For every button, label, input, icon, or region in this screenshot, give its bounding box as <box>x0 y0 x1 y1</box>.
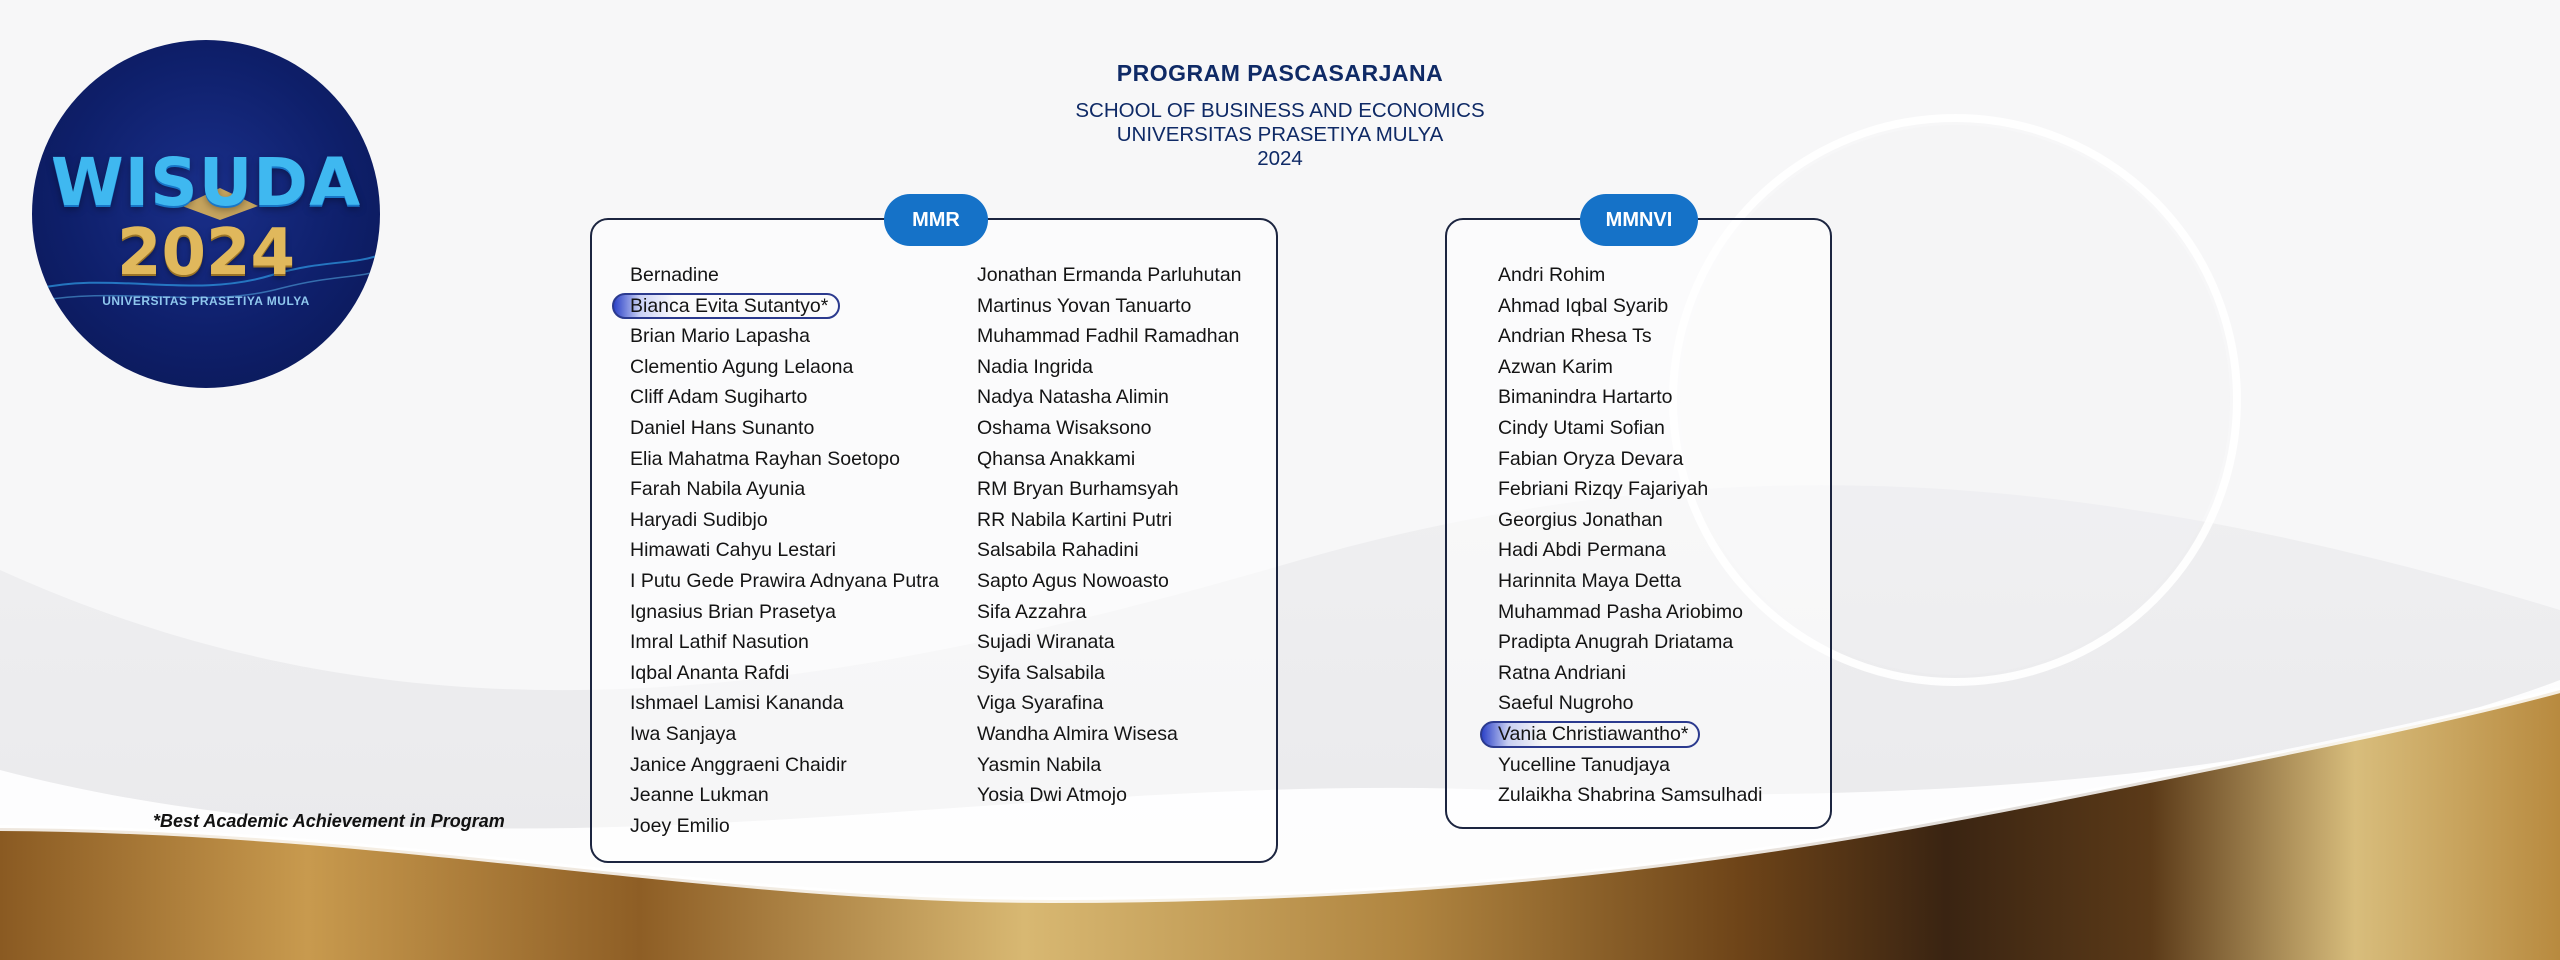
mmnvi-column-1 <box>1498 260 1763 811</box>
mmr-column-2 <box>977 260 1242 811</box>
logo-wordmark: WISUDA <box>50 144 362 221</box>
list-item: Jonathan Ermanda Parluhutan <box>977 264 1242 286</box>
list-item: Salsabila Rahadini <box>977 539 1139 562</box>
list-item: Bimanindra Hartarto <box>1498 386 1673 409</box>
list-item: Janice Anggraeni Chaidir <box>630 753 847 776</box>
list-item: Muhammad Fadhil Ramadhan <box>977 325 1240 348</box>
mmr-column-1 <box>630 260 939 841</box>
logo-year: 2024 <box>116 216 296 290</box>
list-item: Daniel Hans Sunanto <box>630 416 815 439</box>
mmr-badge: MMR <box>884 194 988 246</box>
list-item: Andri Rohim <box>1498 264 1606 286</box>
list-item <box>1498 719 1763 750</box>
list-item: Haryadi Sudibjo <box>630 508 768 531</box>
list-item: Himawati Cahyu Lestari <box>630 539 836 562</box>
mmnvi-badge: MMNVI <box>1580 194 1698 246</box>
list-item: Sujadi Wiranata <box>977 631 1115 654</box>
list-item: Jeanne Lukman <box>630 784 769 807</box>
list-item: RM Bryan Burhamsyah <box>977 478 1179 501</box>
list-item: Qhansa Anakkami <box>977 447 1136 470</box>
list-item: Nadia Ingrida <box>977 355 1093 378</box>
list-item: Sapto Agus Nowoasto <box>977 569 1169 592</box>
list-item: Georgius Jonathan <box>1498 508 1663 531</box>
mmr-panel <box>590 209 1278 863</box>
list-item: Pradipta Anugrah Driatama <box>1498 631 1734 654</box>
list-item: Brian Mario Lapasha <box>630 325 810 348</box>
list-item: Oshama Wisaksono <box>977 416 1152 439</box>
list-item: Harinnita Maya Detta <box>1498 569 1682 592</box>
list-item: Imral Lathif Nasution <box>630 631 809 654</box>
list-item: RR Nabila Kartini Putri <box>977 508 1173 531</box>
list-item: Farah Nabila Ayunia <box>630 478 806 501</box>
page-title: PROGRAM PASCASARJANA <box>1116 60 1444 86</box>
list-item: Muhammad Pasha Ariobimo <box>1498 600 1743 623</box>
list-item: Ratna Andriani <box>1498 661 1626 684</box>
list-item: Elia Mahatma Rayhan Soetopo <box>630 447 900 470</box>
list-item: Martinus Yovan Tanuarto <box>977 294 1192 317</box>
list-item: Viga Syarafina <box>977 692 1104 715</box>
page-header <box>960 60 1600 171</box>
list-item: Sifa Azzahra <box>977 600 1087 623</box>
list-item: Ignasius Brian Prasetya <box>630 600 836 623</box>
list-item: Syifa Salsabila <box>977 661 1105 684</box>
list-item: Yosia Dwi Atmojo <box>977 784 1127 807</box>
list-item: Wandha Almira Wisesa <box>977 722 1178 745</box>
list-item: Ishmael Lamisi Kananda <box>630 692 844 715</box>
school-name: SCHOOL OF BUSINESS AND ECONOMICS <box>1075 99 1485 122</box>
list-item: Saeful Nugroho <box>1498 692 1634 715</box>
list-item: Ahmad Iqbal Syarib <box>1498 294 1669 317</box>
graduation-year: 2024 <box>1257 147 1303 170</box>
list-item: Bernadine <box>630 264 719 286</box>
list-item: Nadya Natasha Alimin <box>977 386 1169 409</box>
list-item: Yucelline Tanudjaya <box>1498 753 1671 776</box>
list-item: Iwa Sanjaya <box>630 722 737 745</box>
list-item: Cliff Adam Sugiharto <box>630 386 808 409</box>
mmnvi-panel <box>1445 209 1832 829</box>
list-item: Joey Emilio <box>630 814 730 837</box>
list-item: I Putu Gede Prawira Adnyana Putra <box>630 569 939 592</box>
logo-institution: UNIVERSITAS PRASETIYA MULYA <box>102 294 310 308</box>
footnote: *Best Academic Achievement in Program <box>153 811 505 831</box>
wisuda-logo <box>32 40 380 388</box>
best-achievement-highlight: Vania Christiawantho* <box>1498 719 1688 750</box>
list-item: Zulaikha Shabrina Samsulhadi <box>1498 784 1763 807</box>
list-item: Iqbal Ananta Rafdi <box>630 661 790 684</box>
list-item: Cindy Utami Sofian <box>1498 416 1665 439</box>
list-item: Hadi Abdi Permana <box>1498 539 1667 562</box>
list-item: Azwan Karim <box>1498 355 1613 378</box>
list-item: Yasmin Nabila <box>977 753 1102 776</box>
best-achievement-highlight: Bianca Evita Sutantyo* <box>630 291 828 322</box>
list-item: Febriani Rizqy Fajariyah <box>1498 478 1709 501</box>
university-name: UNIVERSITAS PRASETIYA MULYA <box>1116 123 1444 146</box>
list-item <box>630 291 939 322</box>
list-item: Clementio Agung Lelaona <box>630 355 854 378</box>
list-item: Andrian Rhesa Ts <box>1498 325 1652 348</box>
list-item: Fabian Oryza Devara <box>1498 447 1684 470</box>
